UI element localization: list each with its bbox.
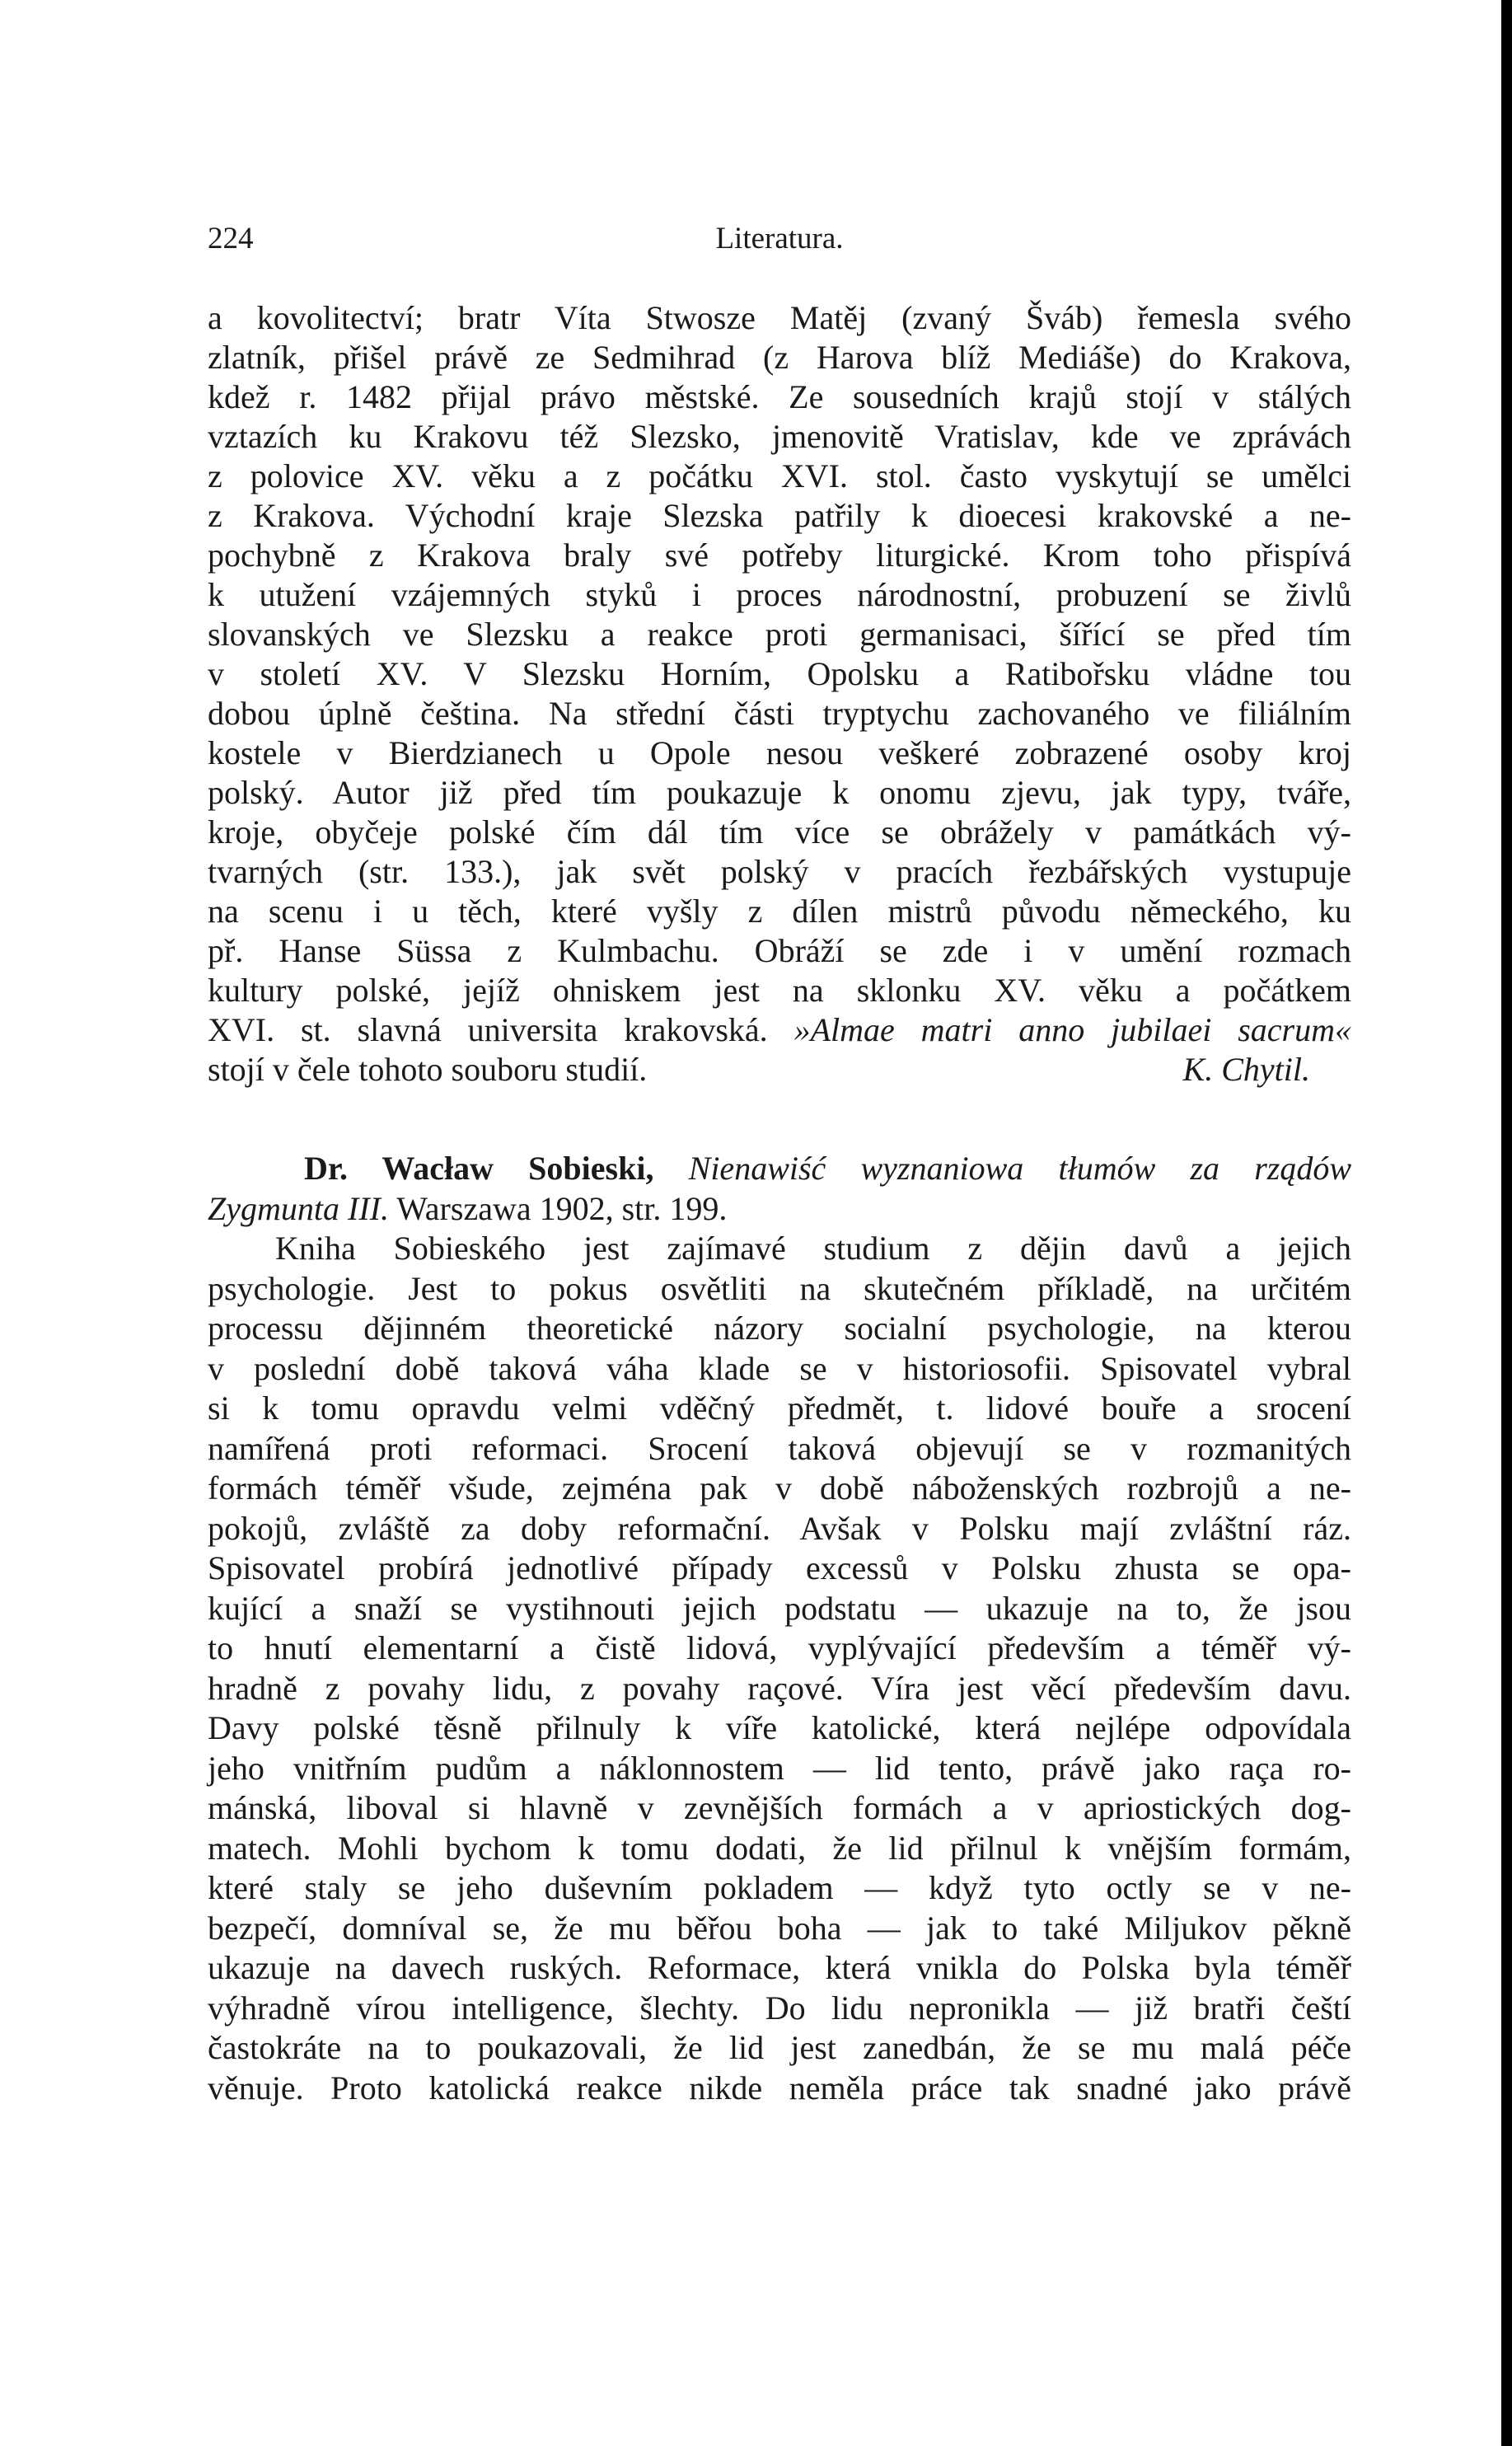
text-line: a kovolitectví; bratr Víta Stwosze Matěj (zvaný Šváb) řemesla svého	[208, 299, 1351, 336]
text-line: bezpečí, domníval se, že mu běřou boha — jak to také Miljukov pěkně	[208, 1909, 1351, 1947]
text-line: matech. Mohli bychom k tomu dodati, že lid přilnul k vnějším formám,	[208, 1829, 1351, 1867]
text-line: v století XV. V Slezsku Horním, Opolsku a Ratibořsku vládne tou	[208, 655, 1351, 692]
book-author: Dr. Wacław Sobieski,	[304, 1150, 654, 1187]
text-line: hradně z povahy lidu, z povahy raçové. Víra jest věcí především davu.	[208, 1669, 1351, 1707]
text-line: polský. Autor již před tím poukazuje k onomu zjevu, jak typy, tváře,	[208, 774, 1351, 811]
text-line: kující a snaží se vystihnouti jejich podstatu — ukazuje na to, že jsou	[208, 1589, 1351, 1627]
closing-line	[208, 1050, 1351, 1089]
review-heading	[208, 1149, 1351, 1189]
latin-quote: »Almae matri anno jubilaei sacrum«	[793, 1011, 1351, 1048]
review-chytil	[208, 298, 1351, 1089]
book-title-cont: Zygmunta III.	[208, 1189, 389, 1227]
text-line: v poslední době taková váha klade se v historiosofii. Spisovatel vybral	[208, 1349, 1351, 1387]
text-line: kdež r. 1482 přijal právo městské. Ze sousedních krajů stojí v stálých	[208, 378, 1351, 415]
text-line: slovanských ve Slezsku a reakce proti germanisaci, šířící se před tím	[208, 616, 1351, 653]
text-line: si k tomu opravdu velmi vděčný předmět, t. lidové bouře a srocení	[208, 1389, 1351, 1427]
text-line: zlatník, přišel právě ze Sedmihrad (z Harova blíž Mediáše) do Krakova,	[208, 339, 1351, 376]
text-line: namířená proti reformaci. Srocení taková objevují se v rozmanitých	[208, 1429, 1351, 1467]
book-title: Nienawiść wyznaniowa tłumów za rządów	[688, 1150, 1352, 1187]
text-line: vztazích ku Krakovu též Slezsko, jmenovitě Vratislav, kde ve zprávách	[208, 418, 1351, 455]
text-line: kroje, obyčeje polské čím dál tím více se obrážely v památkách vý-	[208, 813, 1351, 850]
text-line: psychologie. Jest to pokus osvětliti na skutečném příkladě, na určitém	[208, 1269, 1351, 1307]
text-line: věnuje. Proto katolická reakce nikde neměla práce tak snadné jako právě	[208, 2069, 1351, 2106]
review-sobieski	[208, 1149, 1351, 2108]
text-line: pokojů, zvláště za doby reformační. Avšak v Polsku mají zvláštní ráz.	[208, 1509, 1351, 1547]
text-line: Kniha Sobieského jest zajímavé studium z dějin davů a jejich	[275, 1230, 1351, 1267]
text-line: na scenu i u těch, které vyšly z dílen mistrů původu německého, ku	[208, 893, 1351, 930]
text-line-with-quote	[208, 1010, 1351, 1050]
text-line: ukazuje na davech ruských. Reformace, která vnikla do Polska byla téměř	[208, 1949, 1351, 1986]
text-line: kostele v Bierdzianech u Opole nesou veškeré zobrazené osoby kroj	[208, 734, 1351, 771]
text-line: výhradně vírou intelligence, šlechty. Do lidu nepronikla — již bratři čeští	[208, 1989, 1351, 2027]
text-line: častokráte na to poukazovali, že lid jest zanedbán, že se mu malá péče	[208, 2029, 1351, 2066]
text-line: které staly se jeho duševním pokladem — když tyto octly se v ne-	[208, 1869, 1351, 1906]
text-line: př. Hanse Süssa z Kulmbachu. Obráží se zde i v umění rozmach	[208, 932, 1351, 969]
text-line: to hnutí elementarní a čistě lidová, vyplývající především a téměř vý-	[208, 1629, 1351, 1666]
text-line: jeho vnitřním pudům a náklonnostem — lid tento, právě jako raça ro-	[208, 1749, 1351, 1787]
text-line: processu dějinném theoretické názory socialní psychologie, na kterou	[208, 1310, 1351, 1347]
text-line: z Krakova. Východní kraje Slezska patřily k dioecesi krakovské a ne-	[208, 497, 1351, 534]
text-line: dobou úplně čeština. Na střední části tryptychu zachovaného ve filiálním	[208, 695, 1351, 732]
page-number: 224	[208, 222, 254, 255]
text-fragment: XVI. st. slavná universita krakovská.	[208, 1011, 794, 1048]
running-title: Literatura.	[715, 222, 844, 255]
text-line: Davy polské těsně přilnuly k víře katolické, která nejlépe odpovídala	[208, 1709, 1351, 1746]
text-line: k utužení vzájemných styků i proces národnostní, probuzení se živlů	[208, 576, 1351, 613]
text-line: Spisovatel probírá jednotlivé případy excessů v Polsku zhusta se opa-	[208, 1549, 1351, 1586]
text-line: z polovice XV. věku a z počátku XVI. stol. často vyskytují se umělci	[208, 457, 1351, 494]
text-line: kultury polské, jejíž ohniskem jest na sklonku XV. věku a počátkem	[208, 972, 1351, 1009]
publication-info: Warszawa 1902, str. 199.	[388, 1189, 728, 1227]
text-line: mánská, liboval si hlavně v zevnějších formách a v apriostických dog-	[208, 1789, 1351, 1826]
text-line: pochybně z Krakova braly své potřeby liturgické. Krom toho přispívá	[208, 537, 1351, 574]
text-line: stojí v čele tohoto souboru studií.	[208, 1051, 648, 1088]
text-line: tvarných (str. 133.), jak svět polský v pracích řezbářských vystupuje	[208, 853, 1351, 890]
reviewer-signature: K. Chytil.	[1182, 1051, 1310, 1088]
review-heading-cont	[208, 1189, 1351, 1230]
text-line: formách téměř všude, zejména pak v době náboženských rozbrojů a ne-	[208, 1469, 1351, 1506]
